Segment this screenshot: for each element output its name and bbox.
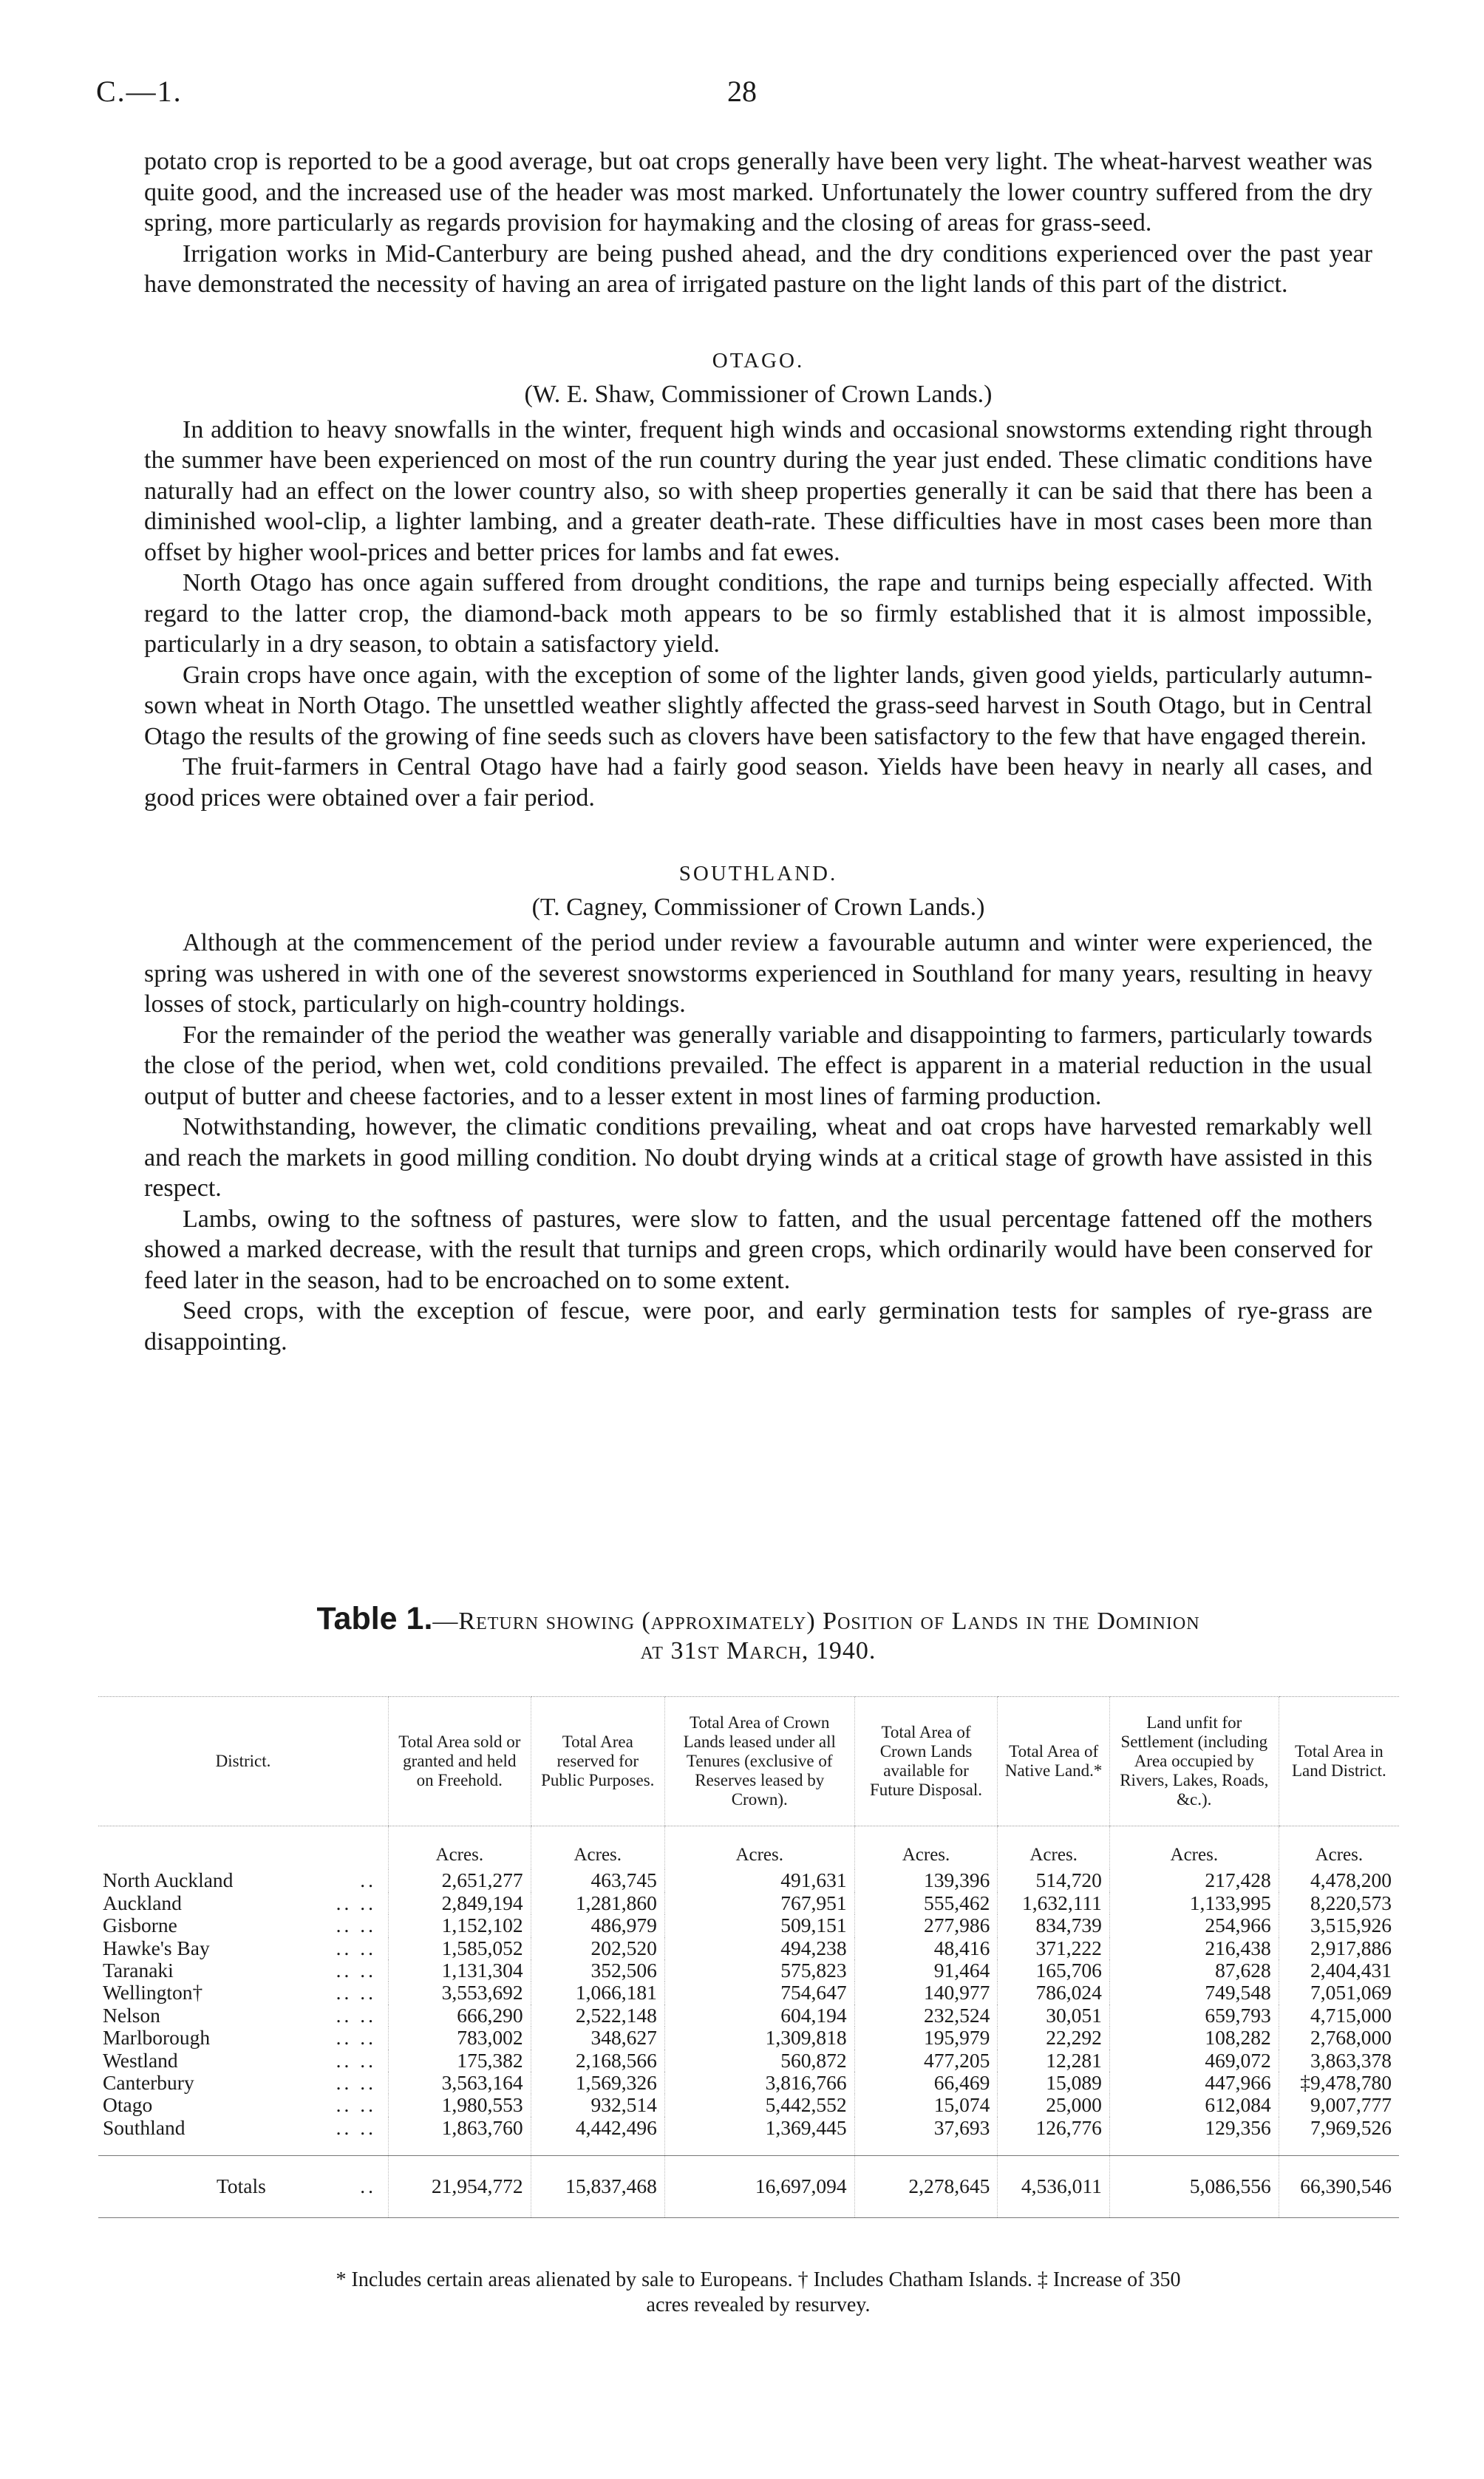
table-cell: 514,720	[998, 1869, 1110, 1891]
table-row	[98, 2094, 1399, 2116]
table-cell: 108,282	[1109, 2027, 1279, 2049]
leader-dots: .. ..	[336, 1959, 376, 1982]
district-name: Auckland	[103, 1891, 182, 1914]
paragraph-potato: potato crop is reported to be a good average, but oat crops generally have been very light. The wheat-harvest weather was quite good, and the increased use of the header was most marked. Unfortunately the lower country suffered from the dry spring, more particularly as regards provision for haymaking and the closing of areas for grass-seed.	[144, 148, 1372, 237]
table-cell: 129,356	[1109, 2117, 1279, 2156]
leader-dots: .. ..	[336, 2048, 376, 2072]
unit-label: Acres.	[531, 1826, 664, 1870]
paragraph-otago-1: In addition to heavy snowfalls in the winter, frequent high winds and occasional snowstorms extending right through the summer have been experienced on most of the run country during the year just ended. These climatic conditions have naturally had an effect on the lower country also, so with sheep properties generally it can be said that there has been a diminished wool-clip, a lighter lambing, and a greater death-rate. These difficulties have in most cases been more than offset by higher wool-prices and better prices for lambs and fat ewes.	[144, 415, 1372, 566]
table-cell: 1,369,445	[664, 2117, 854, 2156]
totals-cell: 66,390,546	[1279, 2156, 1399, 2217]
table-cell: 2,768,000	[1279, 2027, 1399, 2049]
leader-dots: ..	[360, 1868, 376, 1892]
table-cell: 175,382	[389, 2050, 531, 2072]
table-title-line2: at 31st March, 1940.	[640, 1637, 877, 1664]
totals-cell: 15,837,468	[531, 2156, 664, 2217]
table-cell: 217,428	[1109, 1869, 1279, 1891]
header-total-area: Total Area in Land District.	[1279, 1697, 1399, 1826]
table-cell: 932,514	[531, 2094, 664, 2116]
table-cell: 1,632,111	[998, 1892, 1110, 1914]
paragraph-southland-5: Seed crops, with the exception of fescue, were poor, and early germination tests for samples of rye-grass are disappointing.	[144, 1297, 1372, 1356]
table-cell: 1,133,995	[1109, 1892, 1279, 1914]
table-cell: 7,969,526	[1279, 2117, 1399, 2156]
table-cell: 604,194	[664, 2004, 854, 2027]
table-cell: 66,469	[854, 2072, 998, 2094]
table-cell: 555,462	[854, 1892, 998, 1914]
district-cell	[98, 2117, 389, 2156]
page-header	[96, 74, 1388, 118]
table-cell: 348,627	[531, 2027, 664, 2049]
table-cell: 749,548	[1109, 1982, 1279, 2004]
header-district: District.	[98, 1697, 389, 1826]
paragraph-otago-4: The fruit-farmers in Central Otago have had a fairly good season. Yields have been heavy in nearly all cases, and good prices were obtained over a fair period.	[144, 753, 1372, 812]
leader-dots: .. ..	[336, 1914, 376, 1937]
table-cell: 2,917,886	[1279, 1937, 1399, 1959]
district-name: North Auckland	[103, 1868, 234, 1892]
table-row	[98, 1914, 1399, 1936]
leader-dots: .. ..	[336, 2115, 376, 2139]
unit-label: Acres.	[389, 1826, 531, 1870]
table-cell: 447,966	[1109, 2072, 1279, 2094]
table-cell: 469,072	[1109, 2050, 1279, 2072]
table-cell: 30,051	[998, 2004, 1110, 2027]
district-name: Canterbury	[103, 2071, 194, 2095]
table-cell: 4,715,000	[1279, 2004, 1399, 2027]
header-unfit-land: Land unfit for Settlement (including Area occupied by Rivers, Lakes, Roads, &c.).	[1109, 1697, 1279, 1826]
table-cell: 165,706	[998, 1959, 1110, 1982]
table-cell: 754,647	[664, 1982, 854, 2004]
table-row	[98, 1937, 1399, 1959]
table-row	[98, 1869, 1399, 1891]
header-crown-leased: Total Area of Crown Lands leased under all Tenures (exclusive of Reserves leased by Crown).	[664, 1697, 854, 1826]
land-position-table	[98, 1696, 1399, 2218]
district-cell	[98, 1914, 389, 1936]
units-row	[98, 1826, 1399, 1870]
totals-cell: 16,697,094	[664, 2156, 854, 2217]
paragraph-irrigation: Irrigation works in Mid-Canterbury are being pushed ahead, and the dry conditions experienced over the past year have demonstrated the necessity of having an area of irrigated pasture on the light lands of this part of the district.	[144, 239, 1372, 298]
table-cell: 4,478,200	[1279, 1869, 1399, 1891]
table-cell: 767,951	[664, 1892, 854, 1914]
table-cell: 3,563,164	[389, 2072, 531, 2094]
table-cell: 1,309,818	[664, 2027, 854, 2049]
table-cell: 3,816,766	[664, 2072, 854, 2094]
district-name: Southland	[103, 2115, 186, 2139]
table-cell: 5,442,552	[664, 2094, 854, 2116]
district-name: Otago	[103, 2093, 153, 2117]
table-cell: 48,416	[854, 1937, 998, 1959]
footnote-line1: * Includes certain areas alienated by sale to Europeans. † Includes Chatham Islands. ‡ Increase of 350	[336, 2268, 1181, 2291]
table-cell: 659,793	[1109, 2004, 1279, 2027]
table-cell: 371,222	[998, 1937, 1110, 1959]
table-cell: 126,776	[998, 2117, 1110, 2156]
table-cell: 560,872	[664, 2050, 854, 2072]
table-cell: 509,151	[664, 1914, 854, 1936]
district-name: Hawke's Bay	[103, 1936, 210, 1959]
table-row	[98, 2027, 1399, 2049]
table-cell: 2,404,431	[1279, 1959, 1399, 1982]
table-cell: 3,863,378	[1279, 2050, 1399, 2072]
district-cell	[98, 2027, 389, 2049]
section-subtitle-otago: (W. E. Shaw, Commissioner of Crown Lands.)	[524, 380, 993, 408]
table-cell: 195,979	[854, 2027, 998, 2049]
totals-cell: 4,536,011	[998, 2156, 1110, 2217]
table-cell: 2,849,194	[389, 1892, 531, 1914]
table-cell: 1,152,102	[389, 1914, 531, 1936]
paragraph-otago-2: North Otago has once again suffered from drought conditions, the rape and turnips being especially affected. With regard to the latter crop, the diamond-back moth appears to be so firmly established that it is almost impossible, particularly in a dry season, to obtain a satisfactory yield.	[144, 569, 1372, 658]
table-cell: 834,739	[998, 1914, 1110, 1936]
table-cell: 1,980,553	[389, 2094, 531, 2116]
leader-dots: .. ..	[336, 2093, 376, 2117]
district-name: Taranaki	[103, 1959, 174, 1982]
section-subtitle-southland: (T. Cagney, Commissioner of Crown Lands.)	[531, 894, 985, 921]
table-cell: 2,168,566	[531, 2050, 664, 2072]
paragraph-southland-3: Notwithstanding, however, the climatic conditions prevailing, wheat and oat crops have harvested remarkably well and reach the markets in good milling condition. No doubt drying winds at a critical stage of growth have assisted in this respect.	[144, 1113, 1372, 1202]
table-cell: 202,520	[531, 1937, 664, 1959]
district-name: Nelson	[103, 2003, 160, 2027]
page-number: 28	[727, 75, 757, 108]
unit-label: Acres.	[854, 1826, 998, 1870]
table-cell: 15,089	[998, 2072, 1110, 2094]
totals-row	[98, 2156, 1399, 2217]
leader-dots: .. ..	[336, 2071, 376, 2095]
table-cell: 91,464	[854, 1959, 998, 1982]
header-native-land: Total Area of Native Land.*	[998, 1697, 1110, 1826]
district-cell	[98, 1869, 389, 1891]
unit-label: Acres.	[664, 1826, 854, 1870]
table-cell: 463,745	[531, 1869, 664, 1891]
leader-dots: .. ..	[336, 1981, 376, 2004]
paragraph-southland-2: For the remainder of the period the weather was generally variable and disappointing to farmers, particularly towards the close of the period, when wet, cold conditions prevailed. The effect is apparent in a material reduction in the usual output of butter and cheese factories, and to a lesser extent in most lines of farming production.	[144, 1021, 1372, 1110]
leader-dots: .. ..	[336, 1936, 376, 1959]
district-name: Gisborne	[103, 1914, 177, 1937]
table-cell: 22,292	[998, 2027, 1110, 2049]
district-cell	[98, 1959, 389, 1982]
section-title-otago: OTAGO.	[712, 348, 805, 373]
table-row	[98, 2072, 1399, 2094]
district-cell	[98, 1982, 389, 2004]
table-cell: 786,024	[998, 1982, 1110, 2004]
totals-label: Totals	[217, 2174, 266, 2198]
table-cell: 666,290	[389, 2004, 531, 2027]
unit-label: Acres.	[1279, 1826, 1399, 1870]
district-cell	[98, 2050, 389, 2072]
table-title-line1: —Return showing (approximately) Position of Lands in the Dominion	[432, 1608, 1200, 1635]
district-cell	[98, 1892, 389, 1914]
table-cell: 15,074	[854, 2094, 998, 2116]
table-cell: 7,051,069	[1279, 1982, 1399, 2004]
table-cell: 8,220,573	[1279, 1892, 1399, 1914]
table-cell: 4,442,496	[531, 2117, 664, 2156]
table-number: Table 1.	[316, 1601, 433, 1636]
unit-label: Acres.	[1109, 1826, 1279, 1870]
table-cell: 140,977	[854, 1982, 998, 2004]
table-cell: 1,066,181	[531, 1982, 664, 2004]
table-cell: 575,823	[664, 1959, 854, 1982]
table-header-row	[98, 1697, 1399, 1826]
table-footnote	[144, 2268, 1372, 2318]
table-cell: 139,396	[854, 1869, 998, 1891]
district-name: Wellington†	[103, 1981, 203, 2004]
header-public-purposes: Total Area reserved for Public Purposes.	[531, 1697, 664, 1826]
totals-cell: 5,086,556	[1109, 2156, 1279, 2217]
district-cell	[98, 1937, 389, 1959]
table-cell: 783,002	[389, 2027, 531, 2049]
table-cell: 254,966	[1109, 1914, 1279, 1936]
district-name: Westland	[103, 2048, 178, 2072]
leader-dots: .. ..	[336, 2026, 376, 2050]
table-cell: 216,438	[1109, 1937, 1279, 1959]
leader-dots: .. ..	[336, 1891, 376, 1914]
table-cell: 3,553,692	[389, 1982, 531, 2004]
totals-cell: 2,278,645	[854, 2156, 998, 2217]
table-cell: 486,979	[531, 1914, 664, 1936]
totals-cell: 21,954,772	[389, 2156, 531, 2217]
table-cell: 277,986	[854, 1914, 998, 1936]
header-freehold: Total Area sold or granted and held on Freehold.	[389, 1697, 531, 1826]
document-code: C.—1.	[96, 75, 183, 108]
leader-dots: ..	[360, 2174, 376, 2198]
table-cell: 1,585,052	[389, 1937, 531, 1959]
paragraph-southland-4: Lambs, owing to the softness of pastures, were slow to fatten, and the usual percentage fattened off the mothers showed a marked decrease, with the result that turnips and green crops, which ordinarily would have been conserved for feed later in the season, had to be encroached on to some extent.	[144, 1205, 1372, 1294]
district-name: Marlborough	[103, 2026, 211, 2050]
table-cell: ‡9,478,780	[1279, 2072, 1399, 2094]
table-row	[98, 1982, 1399, 2004]
unit-label: Acres.	[998, 1826, 1110, 1870]
table-cell: 2,522,148	[531, 2004, 664, 2027]
district-cell	[98, 2094, 389, 2116]
table-cell: 232,524	[854, 2004, 998, 2027]
table-row	[98, 1959, 1399, 1982]
table-row	[98, 2050, 1399, 2072]
table-row	[98, 1892, 1399, 1914]
body-text	[144, 146, 1372, 1357]
table-cell: 612,084	[1109, 2094, 1279, 2116]
table-cell: 2,651,277	[389, 1869, 531, 1891]
section-title-southland: SOUTHLAND.	[678, 862, 838, 885]
table-cell: 37,693	[854, 2117, 998, 2156]
table-cell: 1,281,860	[531, 1892, 664, 1914]
table-cell: 9,007,777	[1279, 2094, 1399, 2116]
table-cell: 12,281	[998, 2050, 1110, 2072]
district-cell	[98, 2004, 389, 2027]
footnote-line2: acres revealed by resurvey.	[646, 2293, 871, 2316]
table-cell: 1,569,326	[531, 2072, 664, 2094]
table-cell: 25,000	[998, 2094, 1110, 2116]
paragraph-otago-3: Grain crops have once again, with the exception of some of the lighter lands, given good yields, particularly autumn-sown wheat in North Otago. The unsettled weather slightly affected the grass-seed harvest in South Otago, but in Central Otago the results of the growing of fine seeds such as clovers have been satisfactory to the few that have engaged therein.	[144, 661, 1372, 750]
header-future-disposal: Total Area of Crown Lands available for Future Disposal.	[854, 1697, 998, 1826]
leader-dots: .. ..	[336, 2003, 376, 2027]
table-cell: 494,238	[664, 1937, 854, 1959]
table-cell: 1,863,760	[389, 2117, 531, 2156]
table-cell: 3,515,926	[1279, 1914, 1399, 1936]
table-cell: 87,628	[1109, 1959, 1279, 1982]
table-body	[98, 1826, 1399, 2218]
paragraph-southland-1: Although at the commencement of the period under review a favourable autumn and winter were experienced, the spring was ushered in with one of the severest snowstorms experienced in Southland for many years, resulting in heavy losses of stock, particularly on high-country holdings.	[144, 929, 1372, 1018]
table-cell: 491,631	[664, 1869, 854, 1891]
totals-label-cell	[98, 2156, 389, 2217]
district-cell	[98, 2072, 389, 2094]
table-cell: 1,131,304	[389, 1959, 531, 1982]
table-cell: 352,506	[531, 1959, 664, 1982]
table-cell: 477,205	[854, 2050, 998, 2072]
table-row	[98, 2117, 1399, 2156]
table-title	[144, 1601, 1372, 1666]
table-row	[98, 2004, 1399, 2027]
